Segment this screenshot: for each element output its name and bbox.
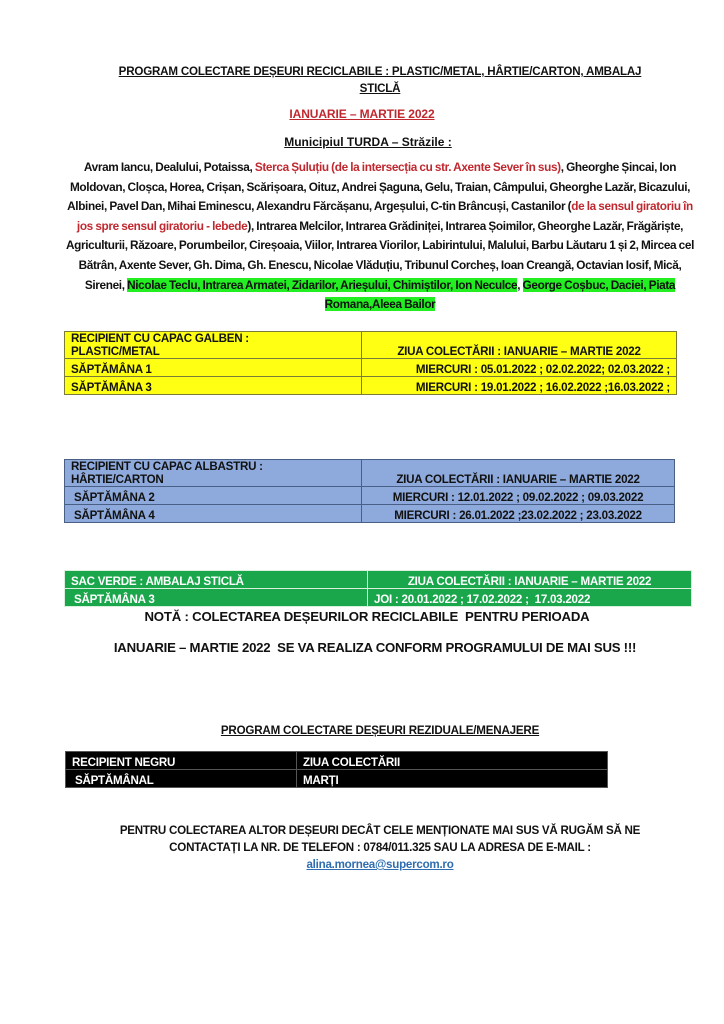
- table-row: [65, 589, 692, 607]
- note-line-1: NOTĂ : COLECTAREA DEȘEURILOR RECICLABILE PENTRU PERIOADA: [144, 609, 590, 624]
- municipality-heading: Municipiul TURDA – Străzile :: [284, 135, 452, 149]
- table-row: [66, 770, 608, 788]
- week-cell: SĂPTĂMÂNA 4: [65, 505, 362, 523]
- table-row: [65, 359, 677, 377]
- streets-text: ,: [517, 277, 523, 292]
- email-link[interactable]: alina.mornea@supercom.ro: [306, 858, 454, 871]
- table-header-row: [65, 332, 677, 359]
- black-bin-schedule-table: [65, 751, 608, 788]
- title-line-2: STICLĂ: [359, 82, 401, 95]
- streets-text: , Gheorghe Șincai, Ion Moldovan, Cloșca, Horea, Crișan, Scărișoara, Oituz, Andrei Șaguna, Gelu, Traian, Câmpului, Gheorghe Lazăr, Bicazului, Albinei, Pavel Dan, Mihai Eminescu, Alexandru Fărcășanu, Argeșului, C-tin Brâncuși, Castanilor (: [67, 160, 691, 214]
- collection-day-header: ZIUA COLECTĂRII : IANUARIE – MARTIE 2022: [368, 571, 692, 589]
- streets-highlighted: Nicolae Teclu, Intrarea Armatei, Zidarilor, Arieșului, Chimiștilor, Ion Neculce: [127, 277, 518, 292]
- streets-highlighted: George Coșbuc, Daciei, Piata Romana,Aleea Bailor: [324, 277, 676, 312]
- table-header-row: [65, 571, 692, 589]
- frequency-cell: SĂPTĂMÂNAL: [66, 770, 297, 788]
- material-label: HÂRTIE/CARTON: [71, 473, 164, 486]
- table-row: [65, 505, 675, 523]
- dates-cell: JOI : 20.01.2022 ; 17.02.2022 ; 17.03.2022: [368, 589, 692, 607]
- period-subtitle: IANUARIE – MARTIE 2022: [289, 107, 435, 121]
- week-cell: SĂPTĂMÂNA 2: [65, 487, 362, 505]
- table-header-row: [65, 460, 675, 487]
- bin-type-label: RECIPIENT CU CAPAC GALBEN :: [71, 332, 249, 345]
- collection-day-header: ZIUA COLECTĂRII: [297, 752, 608, 770]
- dates-cell: MIERCURI : 12.01.2022 ; 09.02.2022 ; 09.03.2022: [362, 487, 675, 505]
- streets-note-red: de la sensul giratoriu în jos spre sensul giratoriu - lebede: [76, 199, 693, 233]
- collection-day-header: ZIUA COLECTĂRII : IANUARIE – MARTIE 2022: [362, 460, 675, 487]
- streets-text: Avram Iancu, Dealului, Potaissa,: [83, 160, 255, 174]
- dates-cell: MIERCURI : 26.01.2022 ;23.02.2022 ; 23.03.2022: [362, 505, 675, 523]
- bin-type-cell: [65, 460, 362, 487]
- week-cell: SĂPTĂMÂNA 3: [65, 377, 362, 395]
- streets-note-red: Sterca Șuluțiu (de la intersecția cu str. Axente Sever în sus): [254, 160, 561, 174]
- week-cell: SĂPTĂMÂNA 3: [65, 589, 368, 607]
- day-cell: MARȚI: [297, 770, 608, 788]
- title-line-1: PROGRAM COLECTARE DEȘEURI RECICLABILE : PLASTIC/METAL, HÂRTIE/CARTON, AMBALAJ: [118, 65, 642, 78]
- contact-line-2: CONTACTAȚI LA NR. DE TELEFON : 0784/011.325 SAU LA ADRESA DE E-MAIL :: [169, 841, 591, 854]
- page-title: [110, 63, 650, 97]
- green-bag-schedule-table: [64, 570, 692, 607]
- dates-cell: MIERCURI : 05.01.2022 ; 02.02.2022; 02.03.2022 ;: [362, 359, 677, 377]
- collection-day-header: ZIUA COLECTĂRII : IANUARIE – MARTIE 2022: [362, 332, 677, 359]
- residual-waste-title: PROGRAM COLECTARE DEȘEURI REZIDUALE/MENAJERE: [220, 724, 540, 737]
- streets-list: [64, 158, 696, 315]
- note-line-2: IANUARIE – MARTIE 2022 SE VA REALIZA CONFORM PROGRAMULUI DE MAI SUS !!!: [113, 640, 637, 655]
- dates-cell: MIERCURI : 19.01.2022 ; 16.02.2022 ;16.03.2022 ;: [362, 377, 677, 395]
- blue-bin-schedule-table: [64, 459, 675, 523]
- streets-text: ), Intrarea Melcilor, Intrarea Grădiniței, Intrarea Șoimilor, Gheorghe Lazăr, Frăgăriște, Agriculturii, Răzoare, Porumbeilor, Cireșoaia, Viilor, Intrarea Viorilor, Labirintului, Malului, Barbu Lăutaru 1 și 2, Mircea cel Bătrân, Axente Sever, Gh. Dima, Gh. Enescu, Nicolae Vlăduțiu, Tribunul Corcheș, Ioan Creangă, Octavian Iosif, Mică, Sirenei,: [65, 218, 695, 292]
- week-cell: SĂPTĂMÂNA 1: [65, 359, 362, 377]
- bin-type-cell: RECIPIENT NEGRU: [66, 752, 297, 770]
- table-header-row: [66, 752, 608, 770]
- material-label: PLASTIC/METAL: [71, 345, 160, 358]
- contact-info: [80, 822, 680, 873]
- bin-type-cell: SAC VERDE : AMBALAJ STICLĂ: [65, 571, 368, 589]
- bin-type-label: RECIPIENT CU CAPAC ALBASTRU :: [71, 460, 263, 473]
- table-row: [65, 487, 675, 505]
- table-row: [65, 377, 677, 395]
- yellow-bin-schedule-table: [64, 331, 677, 395]
- contact-line-1: PENTRU COLECTAREA ALTOR DEȘEURI DECÂT CELE MENȚIONATE MAI SUS VĂ RUGĂM SĂ NE: [119, 824, 641, 837]
- bin-type-cell: [65, 332, 362, 359]
